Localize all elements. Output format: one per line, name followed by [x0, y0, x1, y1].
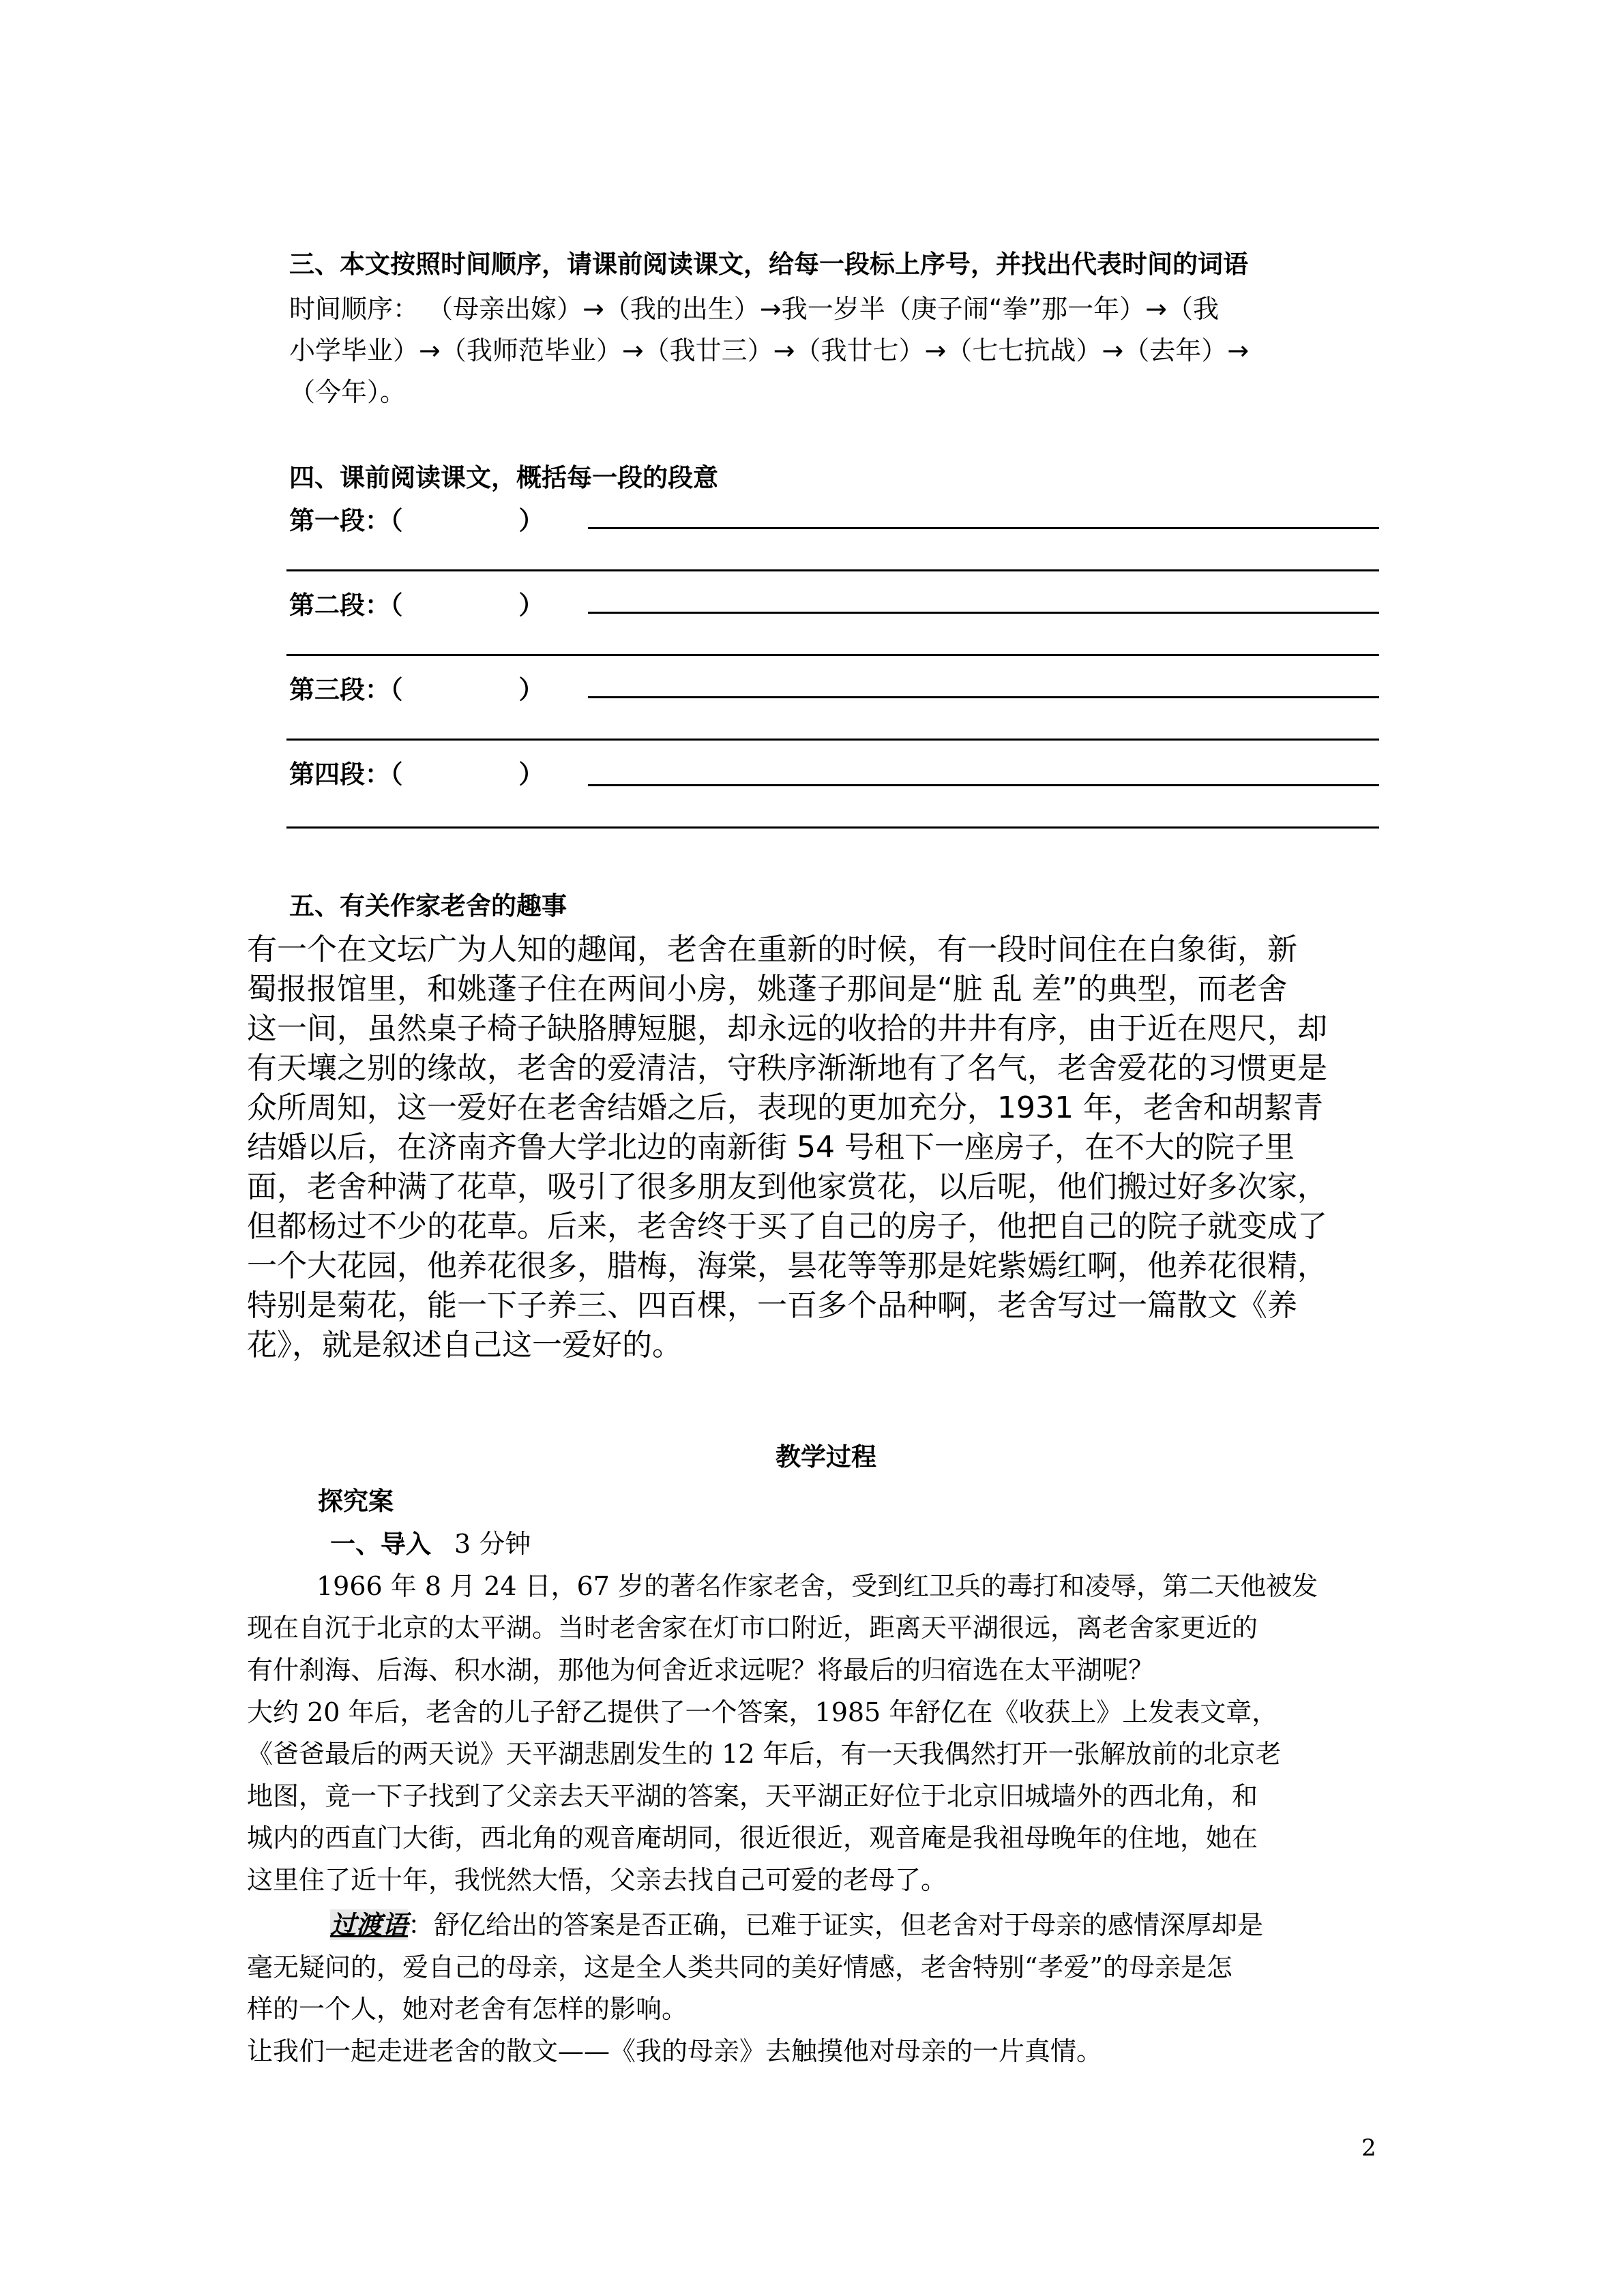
paragraph-1-answer-line[interactable] — [588, 527, 1379, 529]
paragraph-4-close: ） — [518, 760, 544, 789]
intro-para-line-8: 这里住了近十年，我恍然大悟，父亲去找自己可爱的老母了。 — [247, 1865, 947, 1895]
intro-para-line-2: 现在自沉于北京的太平湖。当时老舍家在灯市口附近，距离天平湖很远，离老舍家更近的 — [247, 1613, 1258, 1643]
transition-line-2: 毫无疑问的，爱自己的母亲，这是全人类共同的美好情感，老舍特别“孝爱”的母亲是怎 — [247, 1952, 1232, 1982]
section5-line-5: 众所周知，这一爱好在老舍结婚之后，表现的更加充分，1931 年，老舍和胡絜青 — [247, 1090, 1323, 1125]
section3-line-3: （今年）。 — [289, 377, 407, 407]
page-number: 2 — [1361, 2134, 1376, 2162]
paragraph-1-open: 第一段：（ — [289, 506, 403, 535]
section5-line-1: 有一个在文坛广为人知的趣闻，老舍在重新的时候，有一段时间住在白象街，新 — [247, 932, 1297, 967]
intro-para-line-3: 有什刹海、后海、积水湖，那他为何舍近求远呢？将最后的归宿选在太平湖呢？ — [247, 1655, 1155, 1685]
intro-para-line-6: 地图，竟一下子找到了父亲去天平湖的答案，天平湖正好位于北京旧城墙外的西北角，和 — [247, 1781, 1258, 1811]
section3-line-1: 时间顺序： （母亲出嫁）→（我的出生）→我一岁半（庚子闹“拳”那一年）→（我 — [289, 294, 1219, 324]
transition-text: ：舒亿给出的答案是否正确，已难于证实，但老舍对于母亲的感情深厚却是 — [408, 1910, 1264, 1940]
section5-line-3: 这一间，虽然桌子椅子缺胳膊短腿，却永远的收拾的井井有序，由于近在咫尺，却 — [247, 1011, 1327, 1046]
paragraph-3-answer-line-2[interactable] — [286, 739, 1379, 741]
section4-title: 四、课前阅读课文，概括每一段的段意 — [289, 463, 718, 492]
section5-line-2: 蜀报报馆里，和姚蓬子住在两间小房，姚蓬子那间是“脏 乱 差”的典型，而老舍 — [247, 972, 1288, 1007]
section5-title: 五、有关作家老舍的趣事 — [289, 891, 567, 921]
paragraph-2-open: 第二段：（ — [289, 591, 403, 620]
section5-line-4: 有天壤之别的缘故，老舍的爱清洁，守秩序渐渐地有了名气，老舍爱花的习惯更是 — [247, 1051, 1327, 1086]
paragraph-2-label — [289, 584, 544, 621]
paragraph-4-label — [289, 754, 544, 790]
section5-line-7: 面，老舍种满了花草，吸引了很多朋友到他家赏花，以后呢，他们搬过好多次家， — [247, 1169, 1327, 1204]
transition-line-3: 样的一个人，她对老舍有怎样的影响。 — [247, 1994, 688, 2024]
paragraph-1-label — [289, 500, 544, 537]
paragraph-2-answer-line-2[interactable] — [286, 654, 1379, 656]
section3-title: 三、本文按照时间顺序，请课前阅读课文，给每一段标上序号，并找出代表时间的词语 — [289, 250, 1248, 279]
paragraph-2-answer-line[interactable] — [588, 612, 1379, 614]
intro-heading-row — [330, 1523, 531, 1560]
section5-line-11: 花》，就是叙述自己这一爱好的。 — [247, 1328, 682, 1362]
paragraph-4-open: 第四段：（ — [289, 760, 403, 789]
intro-heading: 一、导入 — [330, 1530, 431, 1559]
paragraph-4-answer-line[interactable] — [588, 784, 1379, 786]
intro-para-line-5: 《爸爸最后的两天说》天平湖悲剧发生的 12 年后，有一天我偶然打开一张解放前的北京老 — [247, 1739, 1282, 1769]
paragraph-3-close: ） — [518, 675, 544, 704]
section5-line-8: 但都杨过不少的花草。后来，老舍终于买了自己的房子，他把自己的院子就变成了 — [247, 1209, 1327, 1244]
transition-line-4: 让我们一起走进老舍的散文——《我的母亲》去触摸他对母亲的一片真情。 — [247, 2036, 1103, 2066]
paragraph-3-label — [289, 669, 544, 706]
intro-para-line-7: 城内的西直门大街，西北角的观音庵胡同，很近很近，观音庵是我祖母晚年的住地，她在 — [247, 1823, 1258, 1853]
paragraph-3-open: 第三段：（ — [289, 675, 403, 704]
section5-line-10: 特别是菊花，能一下子养三、四百棵，一百多个品种啊，老舍写过一篇散文《养 — [247, 1288, 1297, 1323]
transition-first-line — [330, 1904, 1263, 1941]
paragraph-4-answer-line-2[interactable] — [286, 826, 1379, 829]
intro-para-line-4: 大约 20 年后，老舍的儿子舒乙提供了一个答案，1985 年舒亿在《收获上》上发表文章， — [247, 1697, 1278, 1727]
teaching-title: 教学过程 — [776, 1442, 876, 1472]
paragraph-3-answer-line[interactable] — [588, 696, 1379, 698]
paragraph-2-close: ） — [518, 591, 544, 620]
section3-line-2: 小学毕业）→（我师范毕业）→（我廿三）→（我廿七）→（七七抗战）→（去年）→ — [289, 336, 1250, 366]
section5-line-9: 一个大花园，他养花很多，腊梅，海棠，昙花等等那是姹紫嫣红啊，他养花很精， — [247, 1249, 1327, 1283]
section5-line-6: 结婚以后，在济南齐鲁大学北边的南新街 54 号租下一座房子，在不大的院子里 — [247, 1130, 1295, 1165]
paragraph-1-answer-line-2[interactable] — [286, 569, 1379, 571]
paragraph-1-close: ） — [518, 506, 544, 535]
teaching-subtitle: 探究案 — [318, 1487, 394, 1516]
transition-label: 过渡语 — [330, 1909, 409, 1940]
intro-time: 3 分钟 — [454, 1529, 531, 1559]
intro-para-line-1: 1966 年 8 月 24 日，67 岁的著名作家老舍，受到红卫兵的毒打和凌辱，第二天他被发 — [316, 1571, 1318, 1601]
